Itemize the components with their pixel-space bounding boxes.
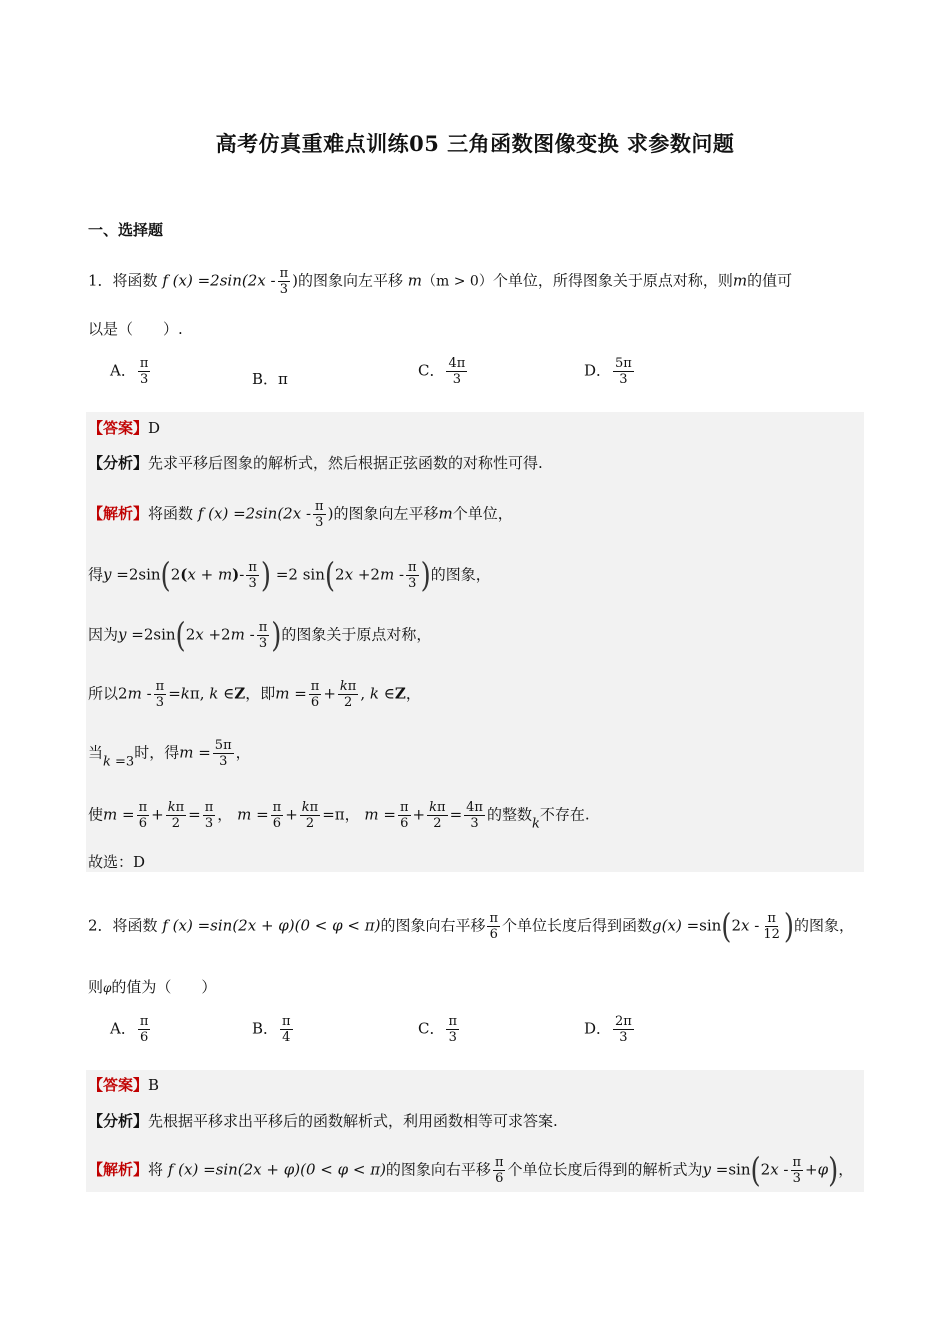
q2-analysis: 【分析】先根据平移求出平移后的函数解析式，利用函数相等可求答案. [88,1112,558,1130]
q1-option-c: C． $\frac{4\pi}{3}$ [418,356,466,387]
q1-frac-pi3: $\frac{\pi}{3}$ [279,266,289,297]
q1-solution-line6: 使m = $\frac{\pi}{6}$ + $\frac{k\pi}{2}$ = $\frac{\pi}{3}$ ， m = $\frac{\pi}{6}$ + $\frac{k\pi}{2}$ =π， m = $\frac{\pi}{6}$ + $\frac{k\pi}{2}$ = $\frac{4\pi}{3}$ 的整数k不存在. [88,800,590,832]
q1-stem-line1: 1．将函数 f (x) =2sin(2x - $\frac{\pi}{3}$ )的图象向左平移 m（m > 0）个单位，所得图象关于原点对称，则m的值可 [88,266,793,297]
q1-final: 故选：D [88,853,146,871]
q1-function: f (x) =2sin(2x - [162,271,276,290]
q2-option-c: C． $\frac{\pi}{3}$ [418,1014,458,1045]
q2-option-b: B． $\frac{\pi}{4}$ [252,1014,291,1045]
q2-solution-line1: 【解析】将 f (x) =sin(2x + φ)(0 < φ < π)的图象向右平移 $\frac{\pi}{6}$ 个单位长度后得到的解析式为y =sin(2x - $\frac{\pi}{3}$ +φ)， [88,1151,854,1190]
q2-stem-line1: 2．将函数 f (x) =sin(2x + φ)(0 < φ < π)的图象向右平移 $\frac{\pi}{6}$ 个单位长度后得到函数g(x) =sin(2x - $\frac{\pi}{12}$ )的图象， [88,907,855,946]
q1-option-a: A． $\frac{\pi}{3}$ [110,356,149,387]
q1-stem-line2: 以是（ ）. [88,320,183,338]
q1-analysis: 【分析】先求平移后图象的解析式，然后根据正弦函数的对称性可得. [88,454,543,472]
q2-option-d: D． $\frac{2\pi}{3}$ [584,1014,632,1045]
q2-option-a: A． $\frac{\pi}{6}$ [110,1014,149,1045]
q1-number: 1． [88,271,113,290]
q2-function: f (x) =sin(2x + φ)(0 < φ < π) [162,916,381,935]
q2-answer: 【答案】B [88,1076,160,1094]
q2-stem-line2: 则φ的值为（ ） [88,978,217,996]
q1-condition: （m > 0） [422,273,493,290]
q2-number: 2． [88,916,113,935]
q1-option-b: B．π [252,370,288,388]
q1-option-d: D． $\frac{5\pi}{3}$ [584,356,632,387]
q1-solution-line5: 当k =3时，得m = $\frac{5\pi}{3}$ ， [88,738,251,770]
section-heading: 一、选择题 [88,221,164,239]
q1-solution-line2: 得y =2sin(2(x + m)- $\frac{\pi}{3}$ ) =2 sin(2x +2m - $\frac{\pi}{3}$ )的图象， [88,556,491,595]
q1-solution-line3: 因为y =2sin(2x +2m - $\frac{\pi}{3}$ )的图象关于原点对称， [88,616,432,655]
page-title: 高考仿真重难点训练05 三角函数图像变换 求参数问题 [215,131,735,156]
q1-answer: 【答案】D [88,419,161,437]
q1-solution-line1: 【解析】将函数 f (x) =2sin(2x - $\frac{\pi}{3}$ )的图象向左平移m个单位， [88,499,513,530]
q1-solution-line4: 所以2m - $\frac{\pi}{3}$ =kπ, k ∈Z，即m = $\frac{\pi}{6}$ + $\frac{k\pi}{2}$ , k ∈Z， [88,679,421,710]
